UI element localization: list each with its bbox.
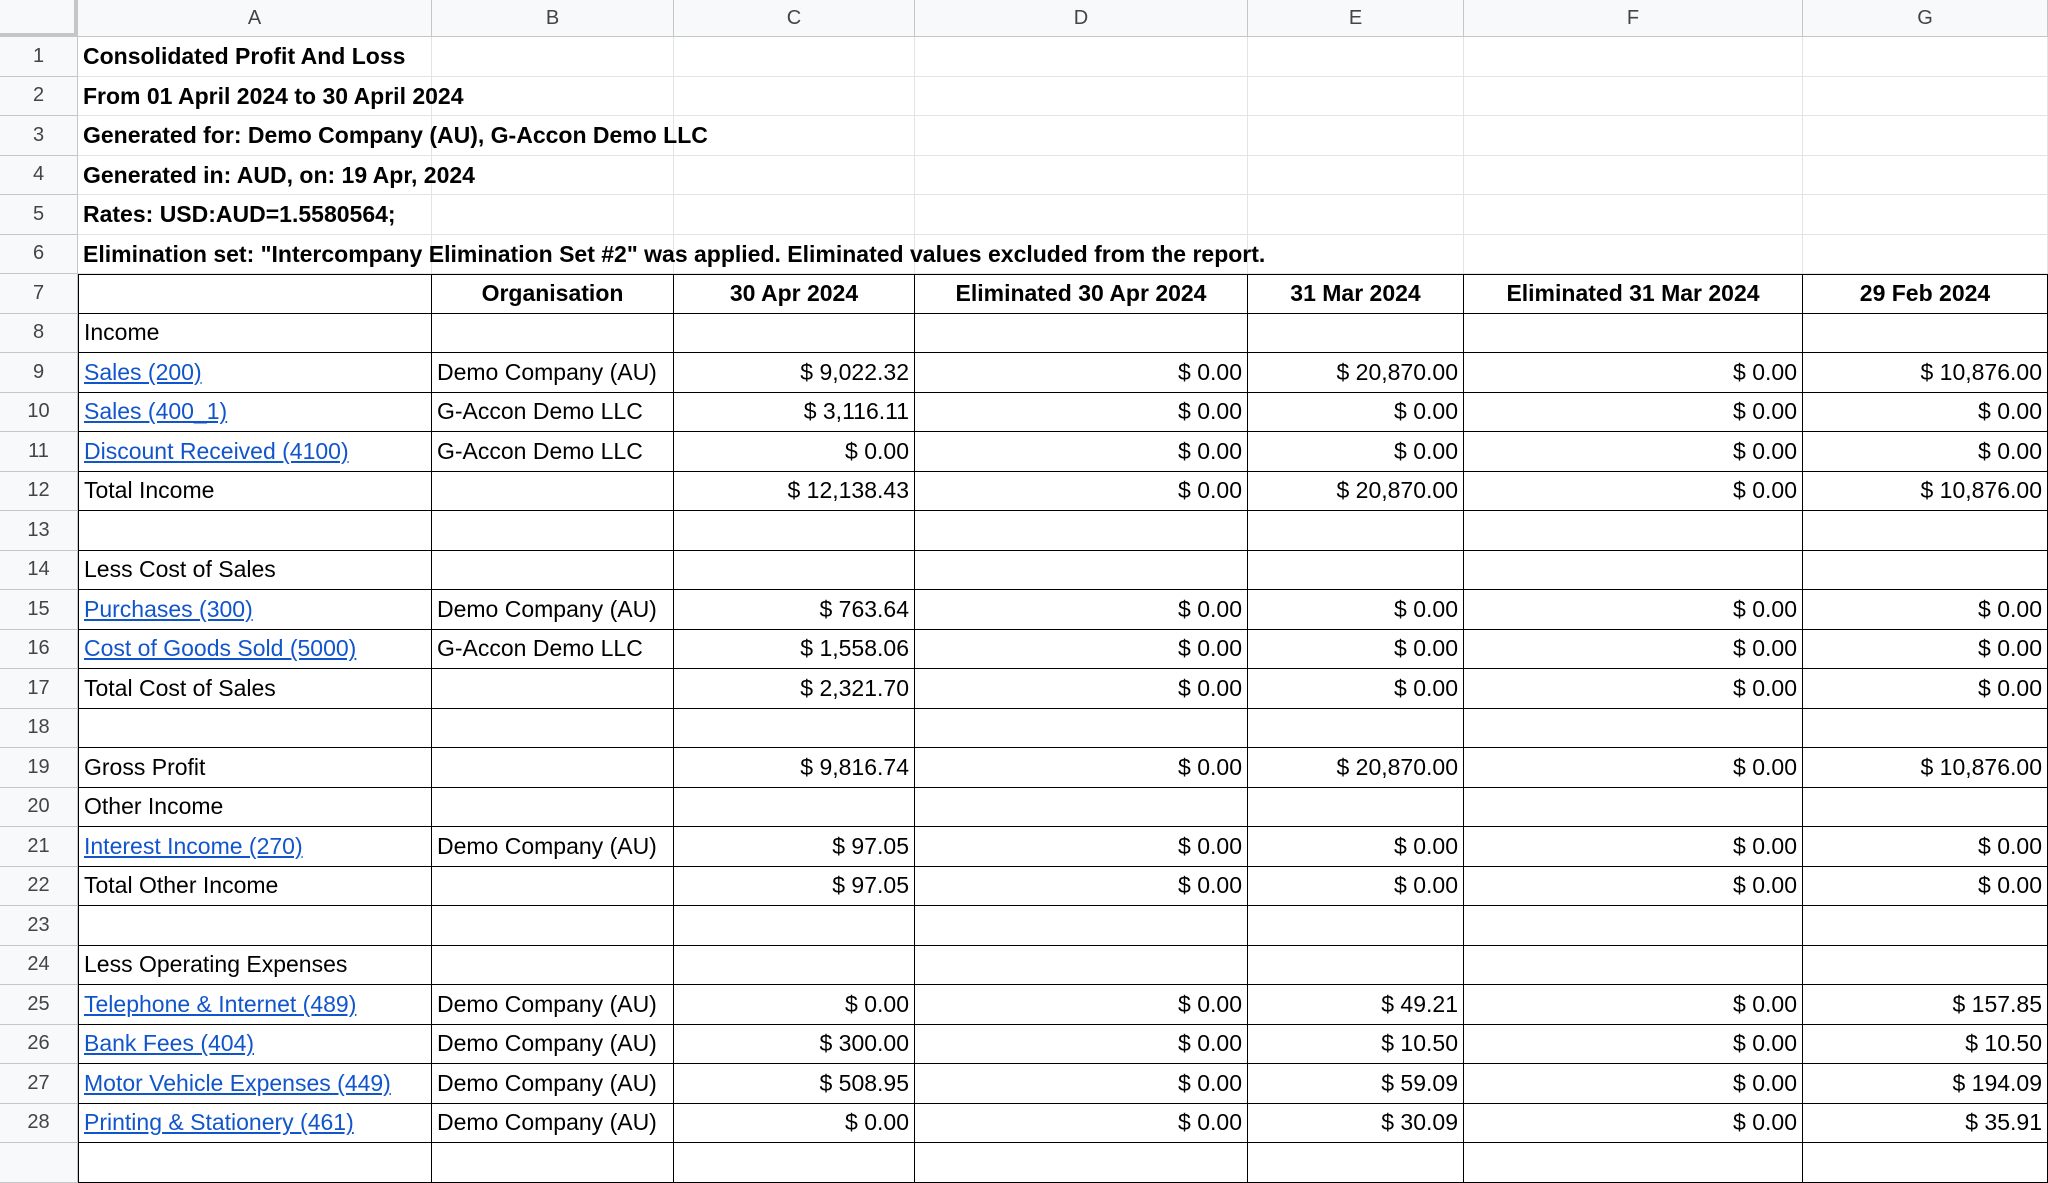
organisation-cell (432, 472, 674, 512)
report-header-line: Generated in: AUD, on: 19 Apr, 2024 (83, 161, 475, 188)
amount-cell (1803, 314, 2048, 354)
amount-cell (1803, 511, 2048, 551)
amount-cell: $ 9,022.32 (674, 353, 915, 393)
amount-cell: $ 0.00 (1803, 432, 2048, 472)
amount-cell: $ 0.00 (915, 827, 1248, 867)
row-header[interactable]: 16 (0, 630, 78, 670)
amount-cell (1464, 511, 1803, 551)
grid-cell[interactable] (674, 1143, 915, 1183)
row-label: Income (78, 314, 432, 354)
amount-cell (1248, 709, 1464, 749)
amount-cell: $ 0.00 (1248, 432, 1464, 472)
report-header-line: Generated for: Demo Company (AU), G-Accon Demo LLC (83, 122, 708, 149)
row-header[interactable]: 19 (0, 748, 78, 788)
column-header-f[interactable]: F (1464, 0, 1803, 37)
amount-cell (1248, 314, 1464, 354)
organisation-cell: Demo Company (AU) (432, 1064, 674, 1104)
amount-cell (1248, 511, 1464, 551)
grid-cell[interactable] (1803, 1143, 2048, 1183)
amount-cell: $ 49.21 (1248, 985, 1464, 1025)
amount-cell (1803, 788, 2048, 828)
amount-cell: $ 300.00 (674, 1025, 915, 1065)
table-header-31-mar-2024: 31 Mar 2024 (1248, 274, 1464, 314)
row-header[interactable]: 2 (0, 77, 78, 117)
amount-cell (915, 314, 1248, 354)
grid-cell[interactable] (1464, 1143, 1803, 1183)
amount-cell: $ 35.91 (1803, 1104, 2048, 1144)
row-header[interactable] (0, 1143, 78, 1183)
row-header[interactable]: 28 (0, 1104, 78, 1144)
amount-cell: $ 194.09 (1803, 1064, 2048, 1104)
amount-cell (1803, 551, 2048, 591)
organisation-cell (432, 314, 674, 354)
row-header[interactable]: 22 (0, 867, 78, 907)
row-header[interactable]: 14 (0, 551, 78, 591)
organisation-cell: G-Accon Demo LLC (432, 393, 674, 433)
row-header[interactable]: 23 (0, 906, 78, 946)
amount-cell: $ 0.00 (1464, 985, 1803, 1025)
row-header[interactable]: 18 (0, 709, 78, 749)
amount-cell: $ 0.00 (1803, 393, 2048, 433)
amount-cell: $ 0.00 (1803, 669, 2048, 709)
amount-cell: $ 0.00 (674, 985, 915, 1025)
amount-cell: $ 0.00 (1464, 432, 1803, 472)
amount-cell: $ 0.00 (915, 669, 1248, 709)
account-link[interactable]: Telephone & Internet (489) (78, 985, 432, 1025)
row-label (78, 511, 432, 551)
row-header[interactable]: 5 (0, 195, 78, 235)
amount-cell: $ 0.00 (1803, 827, 2048, 867)
amount-cell: $ 0.00 (1803, 867, 2048, 907)
organisation-cell (432, 511, 674, 551)
organisation-cell: Demo Company (AU) (432, 1025, 674, 1065)
amount-cell (1248, 551, 1464, 591)
column-header-a[interactable]: A (78, 0, 432, 37)
amount-cell: $ 0.00 (674, 432, 915, 472)
amount-cell (674, 709, 915, 749)
amount-cell: $ 0.00 (674, 1104, 915, 1144)
organisation-cell (432, 551, 674, 591)
amount-cell: $ 0.00 (1464, 669, 1803, 709)
amount-cell: $ 0.00 (1464, 472, 1803, 512)
amount-cell: $ 0.00 (915, 630, 1248, 670)
amount-cell: $ 0.00 (1248, 669, 1464, 709)
organisation-cell: G-Accon Demo LLC (432, 630, 674, 670)
amount-cell: $ 20,870.00 (1248, 353, 1464, 393)
amount-cell (1464, 709, 1803, 749)
amount-cell (674, 551, 915, 591)
amount-cell: $ 0.00 (915, 432, 1248, 472)
row-label: Gross Profit (78, 748, 432, 788)
column-header-g[interactable]: G (1803, 0, 2048, 37)
table-header-blank (78, 274, 432, 314)
table-header-eliminated-31-mar-2024: Eliminated 31 Mar 2024 (1464, 274, 1803, 314)
grid-cell[interactable] (915, 1143, 1248, 1183)
amount-cell: $ 0.00 (915, 1104, 1248, 1144)
column-header-d[interactable]: D (915, 0, 1248, 37)
amount-cell: $ 30.09 (1248, 1104, 1464, 1144)
amount-cell (1464, 788, 1803, 828)
amount-cell (674, 314, 915, 354)
report-header-line: Elimination set: "Intercompany Elimination Set #2" was applied. Eliminated values excluded from the report. (83, 240, 1266, 267)
report-header-line: Consolidated Profit And Loss (83, 43, 406, 70)
row-header[interactable]: 12 (0, 472, 78, 512)
amount-cell: $ 0.00 (1464, 1104, 1803, 1144)
organisation-cell: Demo Company (AU) (432, 353, 674, 393)
row-header[interactable]: 4 (0, 156, 78, 196)
amount-cell: $ 59.09 (1248, 1064, 1464, 1104)
row-header[interactable]: 26 (0, 1025, 78, 1065)
amount-cell: $ 10,876.00 (1803, 748, 2048, 788)
amount-cell: $ 9,816.74 (674, 748, 915, 788)
amount-cell (1803, 946, 2048, 986)
amount-cell: $ 0.00 (1464, 1064, 1803, 1104)
table-header-eliminated-30-apr-2024: Eliminated 30 Apr 2024 (915, 274, 1248, 314)
amount-cell: $ 0.00 (1464, 867, 1803, 907)
organisation-cell (432, 669, 674, 709)
amount-cell (915, 946, 1248, 986)
row-header[interactable]: 13 (0, 511, 78, 551)
amount-cell (915, 551, 1248, 591)
amount-cell: $ 0.00 (915, 1025, 1248, 1065)
account-link[interactable]: Purchases (300) (78, 590, 432, 630)
account-link[interactable]: Sales (200) (78, 353, 432, 393)
grid-cell[interactable] (432, 1143, 674, 1183)
row-header[interactable]: 20 (0, 788, 78, 828)
amount-cell (674, 906, 915, 946)
row-header[interactable]: 6 (0, 235, 78, 275)
organisation-cell (432, 788, 674, 828)
organisation-cell: Demo Company (AU) (432, 1104, 674, 1144)
organisation-cell: Demo Company (AU) (432, 985, 674, 1025)
amount-cell (1464, 314, 1803, 354)
amount-cell: $ 0.00 (1464, 393, 1803, 433)
amount-cell (674, 946, 915, 986)
amount-cell: $ 20,870.00 (1248, 748, 1464, 788)
amount-cell (1803, 906, 2048, 946)
row-label (78, 906, 432, 946)
row-header[interactable]: 21 (0, 827, 78, 867)
row-header[interactable]: 27 (0, 1064, 78, 1104)
amount-cell: $ 0.00 (1464, 630, 1803, 670)
row-header[interactable]: 11 (0, 432, 78, 472)
row-label: Less Operating Expenses (78, 946, 432, 986)
row-header[interactable]: 17 (0, 669, 78, 709)
row-label: Less Cost of Sales (78, 551, 432, 591)
account-link[interactable]: Discount Received (4100) (78, 432, 432, 472)
amount-cell: $ 0.00 (915, 353, 1248, 393)
amount-cell (1248, 906, 1464, 946)
row-label: Other Income (78, 788, 432, 828)
amount-cell (915, 788, 1248, 828)
amount-cell: $ 10,876.00 (1803, 472, 2048, 512)
organisation-cell (432, 906, 674, 946)
row-header[interactable]: 10 (0, 393, 78, 433)
organisation-cell: Demo Company (AU) (432, 590, 674, 630)
amount-cell: $ 0.00 (1464, 827, 1803, 867)
amount-cell: $ 0.00 (1464, 748, 1803, 788)
organisation-cell (432, 946, 674, 986)
amount-cell (674, 511, 915, 551)
table-header-29-feb-2024: 29 Feb 2024 (1803, 274, 2048, 314)
row-header[interactable]: 25 (0, 985, 78, 1025)
amount-cell: $ 20,870.00 (1248, 472, 1464, 512)
amount-cell (1464, 946, 1803, 986)
row-label (78, 709, 432, 749)
amount-cell: $ 0.00 (1248, 867, 1464, 907)
organisation-cell (432, 748, 674, 788)
amount-cell (915, 906, 1248, 946)
column-header-e[interactable]: E (1248, 0, 1464, 37)
account-link[interactable]: Cost of Goods Sold (5000) (78, 630, 432, 670)
amount-cell: $ 0.00 (915, 1064, 1248, 1104)
amount-cell: $ 1,558.06 (674, 630, 915, 670)
amount-cell (1464, 906, 1803, 946)
amount-cell: $ 0.00 (1248, 393, 1464, 433)
amount-cell: $ 10,876.00 (1803, 353, 2048, 393)
amount-cell (1248, 788, 1464, 828)
amount-cell (1803, 709, 2048, 749)
organisation-cell (432, 867, 674, 907)
report-header-line: From 01 April 2024 to 30 April 2024 (83, 82, 464, 109)
column-header-c[interactable]: C (674, 0, 915, 37)
row-label: Total Other Income (78, 867, 432, 907)
grid-cell[interactable] (78, 1143, 432, 1183)
amount-cell (674, 788, 915, 828)
organisation-cell (432, 709, 674, 749)
report-header-line: Rates: USD:AUD=1.5580564; (83, 201, 396, 228)
account-link[interactable]: Interest Income (270) (78, 827, 432, 867)
account-link[interactable]: Printing & Stationery (461) (78, 1104, 432, 1144)
amount-cell (915, 709, 1248, 749)
amount-cell: $ 0.00 (1803, 630, 2048, 670)
amount-cell: $ 0.00 (1464, 590, 1803, 630)
amount-cell: $ 0.00 (915, 472, 1248, 512)
row-header[interactable]: 8 (0, 314, 78, 354)
amount-cell: $ 0.00 (915, 985, 1248, 1025)
amount-cell: $ 0.00 (915, 590, 1248, 630)
account-link[interactable]: Sales (400_1) (78, 393, 432, 433)
amount-cell: $ 763.64 (674, 590, 915, 630)
amount-cell: $ 12,138.43 (674, 472, 915, 512)
row-label: Total Income (78, 472, 432, 512)
row-label: Total Cost of Sales (78, 669, 432, 709)
amount-cell: $ 97.05 (674, 867, 915, 907)
amount-cell: $ 0.00 (1248, 590, 1464, 630)
row-header[interactable]: 1 (0, 37, 78, 77)
organisation-cell: G-Accon Demo LLC (432, 432, 674, 472)
select-all-corner[interactable] (0, 0, 78, 37)
amount-cell: $ 0.00 (1464, 353, 1803, 393)
column-header-b[interactable]: B (432, 0, 674, 37)
row-header[interactable]: 24 (0, 946, 78, 986)
amount-cell: $ 3,116.11 (674, 393, 915, 433)
amount-cell: $ 0.00 (915, 748, 1248, 788)
account-link[interactable]: Bank Fees (404) (78, 1025, 432, 1065)
amount-cell: $ 10.50 (1803, 1025, 2048, 1065)
row-header[interactable]: 3 (0, 116, 78, 156)
amount-cell: $ 157.85 (1803, 985, 2048, 1025)
organisation-cell: Demo Company (AU) (432, 827, 674, 867)
amount-cell: $ 0.00 (1803, 590, 2048, 630)
row-header[interactable]: 9 (0, 353, 78, 393)
table-header-30-apr-2024: 30 Apr 2024 (674, 274, 915, 314)
amount-cell: $ 97.05 (674, 827, 915, 867)
row-header[interactable]: 15 (0, 590, 78, 630)
amount-cell: $ 10.50 (1248, 1025, 1464, 1065)
table-header-organisation: Organisation (432, 274, 674, 314)
amount-cell: $ 508.95 (674, 1064, 915, 1104)
account-link[interactable]: Motor Vehicle Expenses (449) (78, 1064, 432, 1104)
amount-cell (1464, 551, 1803, 591)
amount-cell: $ 0.00 (1248, 827, 1464, 867)
amount-cell (1248, 946, 1464, 986)
amount-cell: $ 0.00 (1464, 1025, 1803, 1065)
row-header[interactable]: 7 (0, 274, 78, 314)
amount-cell: $ 0.00 (1248, 630, 1464, 670)
amount-cell: $ 2,321.70 (674, 669, 915, 709)
amount-cell (915, 511, 1248, 551)
grid-cell[interactable] (1248, 1143, 1464, 1183)
amount-cell: $ 0.00 (915, 393, 1248, 433)
amount-cell: $ 0.00 (915, 867, 1248, 907)
